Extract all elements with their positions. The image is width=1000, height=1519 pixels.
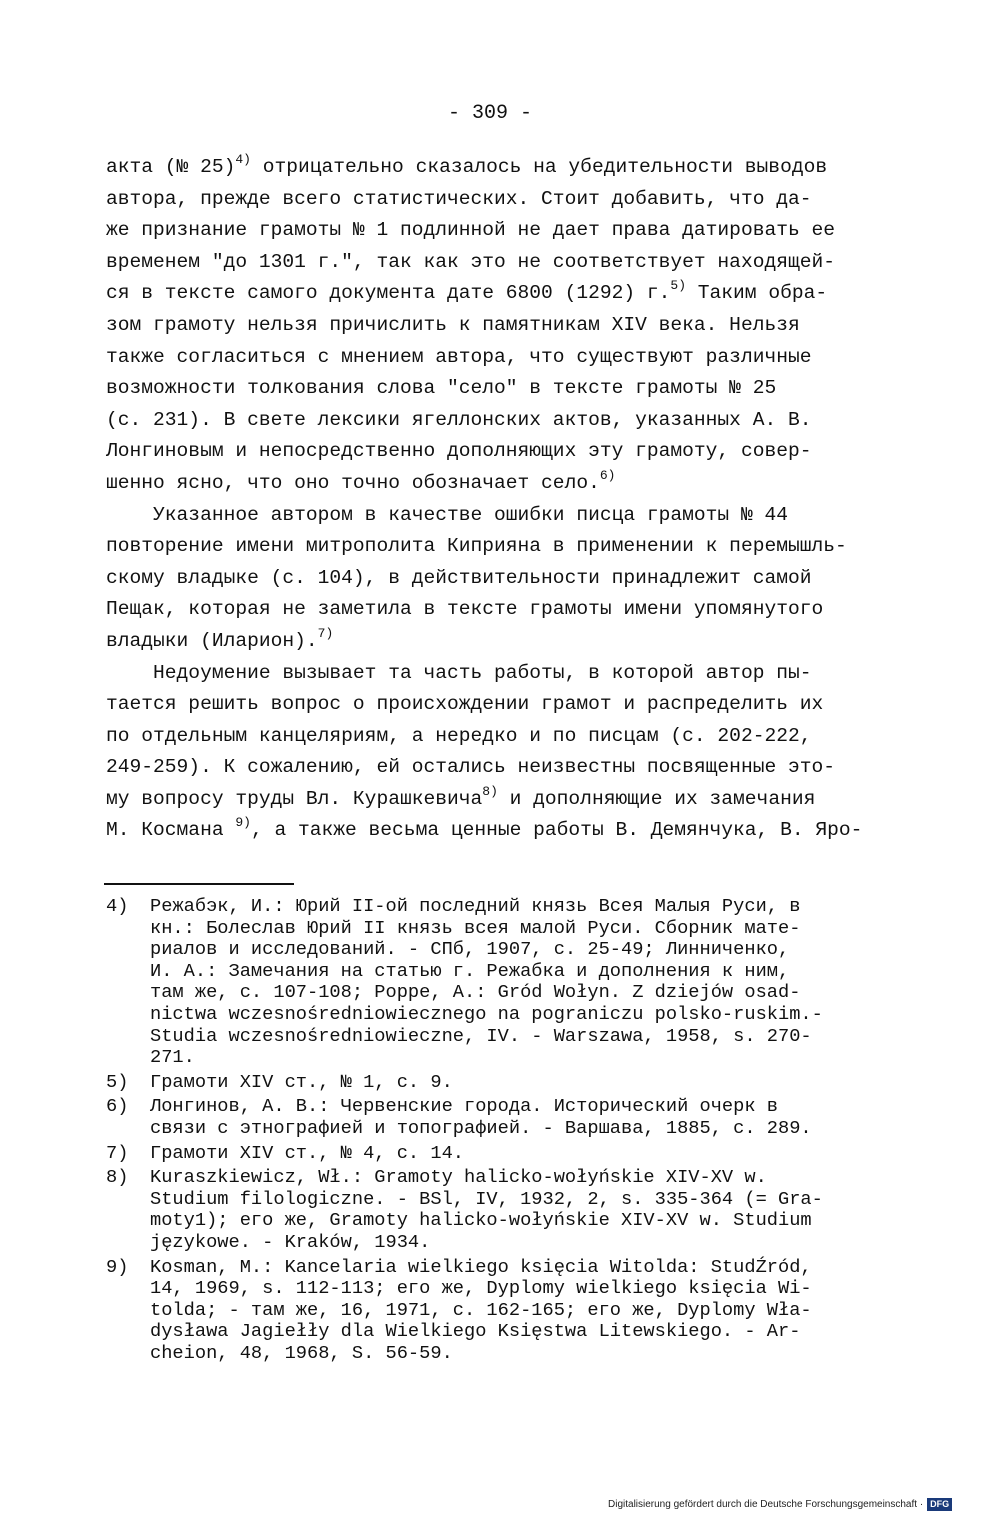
footnote-line: там же, с. 107-108; Poppe, A.: Gród Wołyn. Z dziejów osad-	[150, 981, 801, 1004]
footnote	[106, 1143, 936, 1165]
footnote-line: Грамоти XIV ст., № 1, с. 9.	[150, 1070, 453, 1093]
line-text: шенно ясно, что оно точно обозначает село.	[106, 471, 600, 494]
text-line	[106, 436, 946, 468]
footnote-number: 8)	[106, 1166, 129, 1189]
footnote-line: И. А.: Замечания на статью г. Режабка и дополнения к ним,	[150, 959, 790, 982]
footnote-divider	[104, 883, 294, 885]
text-line	[106, 594, 946, 626]
line-text: скому владыке (с. 104), в действительности принадлежит самой	[106, 566, 812, 589]
text-line	[106, 468, 946, 500]
footnote	[106, 896, 936, 1069]
line-text: также согласиться с мнением автора, что существуют различные	[106, 345, 812, 368]
footnote-line: риалов и исследований. - СПб, 1907, с. 25-49; Линниченко,	[150, 938, 790, 961]
footnote-line: 14, 1969, s. 112-113; его же, Dyplomy wielkiego księcia Wi-	[150, 1277, 812, 1300]
text-line	[106, 815, 946, 847]
line-text: Лонгиновым и непосредственно дополняющих эту грамоту, совер-	[106, 440, 812, 463]
line-text: Пещак, которая не заметила в тексте грамоты имени упомянутого	[106, 598, 824, 621]
text-line	[106, 310, 946, 342]
footnote-line: кн.: Болеслав Юрий II князь всея малой Руси. Сборник мате-	[150, 916, 801, 939]
footnote	[106, 1096, 936, 1139]
footnote-body	[150, 1096, 936, 1139]
line-text: Недоумение вызывает та часть работы, в которой автор пы-	[106, 661, 812, 684]
footnotes	[106, 896, 936, 1367]
text-line	[106, 342, 946, 374]
footnote-line: cheion, 48, 1968, S. 56-59.	[150, 1341, 453, 1364]
text-line	[106, 373, 946, 405]
line-text-rest: , а также весьма ценные работы В. Демянчука, В. Яро-	[250, 819, 863, 842]
line-text: по отдельным канцеляриям, а нередко и по писцам (с. 202-222,	[106, 724, 812, 747]
text-line	[106, 500, 946, 532]
footnote-line: связи с этнографией и топографией. - Варшава, 1885, с. 289.	[150, 1116, 812, 1139]
footnote-body	[150, 896, 936, 1069]
footnote-number: 6)	[106, 1095, 129, 1118]
footnote-line: Лонгинов, А. В.: Червенские города. Исторический очерк в	[150, 1095, 779, 1118]
line-text-rest: и дополняющие их замечания	[497, 787, 816, 810]
footnote-ref: 9)	[235, 815, 251, 831]
paragraph	[106, 658, 946, 848]
paragraph	[106, 152, 946, 500]
line-text: акта (№ 25)	[106, 156, 236, 178]
footnote-body	[150, 1072, 936, 1094]
footnote	[106, 1072, 936, 1094]
text-line	[106, 721, 946, 753]
footnote	[106, 1167, 936, 1253]
footnote-ref: 7)	[317, 625, 334, 641]
footnote-line: Грамоти XIV ст., № 4, с. 14.	[150, 1141, 465, 1164]
footnote-line: Studium filologiczne. - BSl, IV, 1932, 2, s. 335-364 (= Gra-	[150, 1187, 823, 1210]
line-text: автора, прежде всего статистических. Стоит добавить, что да-	[106, 187, 812, 210]
dfg-logo: DFG	[927, 1498, 952, 1511]
line-text: 249-259). К сожалению, ей остались неизвестны посвященные это-	[106, 756, 836, 779]
line-text: владыки (Иларион).	[106, 629, 318, 652]
line-text: тается решить вопрос о происхождении грамот и распределить их	[106, 693, 824, 716]
footnote-line: 271.	[150, 1046, 195, 1069]
footnote	[106, 1257, 936, 1365]
line-text: повторение имени митрополита Киприяна в применении к перемышль-	[106, 535, 847, 558]
footnote-number: 5)	[106, 1070, 129, 1093]
footnote-number: 4)	[106, 895, 129, 917]
paragraph	[106, 500, 946, 658]
footnote-line: Kuraszkiewicz, Wł.: Gramoty halicko-wołyńskie XIV-XV w.	[150, 1166, 767, 1189]
line-text: временем "до 1301 г.", так как это не соответствует находящей-	[106, 250, 836, 273]
digitization-credit	[608, 1498, 993, 1511]
footnote-ref: 6)	[599, 467, 616, 483]
footnote-line: Studia wczesnośredniowieczne, IV. - Warszawa, 1958, s. 270-	[150, 1024, 812, 1047]
text-line	[106, 215, 946, 247]
line-text: возможности толкования слова "село" в тексте грамоты № 25	[106, 377, 777, 400]
text-line	[106, 689, 946, 721]
footnote-ref: 8)	[482, 783, 498, 799]
text-line	[106, 405, 946, 437]
text-line	[106, 658, 946, 690]
page-number: - 309 -	[447, 102, 532, 125]
footnote-number: 7)	[106, 1141, 129, 1164]
line-text: (с. 231). В свете лексики ягеллонских актов, указанных А. В.	[106, 408, 812, 431]
main-text	[106, 152, 946, 847]
text-line	[106, 247, 946, 279]
line-text-rest: отрицательно сказалось на убедительности выводов	[250, 156, 828, 178]
footnote-number: 9)	[106, 1255, 129, 1278]
line-text: М. Космана	[106, 819, 236, 842]
text-line	[106, 531, 946, 563]
footnote-line: Режабэк, И.: Юрий II-ой последний князь Всея Малыя Руси, в	[150, 895, 801, 917]
footnote-line: dysława Jagiełły dla Wielkiego Księstwa Litewskiego. - Ar-	[150, 1320, 801, 1343]
footnote-body	[150, 1167, 936, 1253]
line-text: же признание грамоты № 1 подлинной не дает права датировать ее	[106, 219, 836, 242]
text-line	[106, 184, 946, 216]
footnote-line: moty1); его же, Gramoty halicko-wołyńskie XIV-XV w. Studium	[150, 1209, 812, 1232]
line-text: зом грамоту нельзя причислить к памятникам XIV века. Нельзя	[106, 313, 800, 336]
line-text: ся в тексте самого документа дате 6800 (1292) г.	[106, 282, 671, 305]
footnote-ref: 4)	[235, 152, 251, 167]
text-line	[106, 152, 946, 184]
footnote-line: Kosman, M.: Kancelaria wielkiego księcia Witolda: StudŹród,	[150, 1255, 812, 1278]
text-line	[106, 278, 946, 310]
line-text-rest: Таким обра-	[686, 282, 828, 305]
footnote-ref: 5)	[670, 278, 687, 294]
credit-text: Digitalisierung gefördert durch die Deutsche Forschungsgemeinschaft ·	[608, 1499, 924, 1510]
text-line	[106, 626, 946, 658]
line-text: Указанное автором в качестве ошибки писца грамоты № 44	[106, 503, 788, 526]
text-line	[106, 752, 946, 784]
footnote-body	[150, 1143, 936, 1165]
footnote-line: tolda; - там же, 16, 1971, с. 162-165; его же, Dyplomy Wła-	[150, 1298, 812, 1321]
footnote-body	[150, 1257, 936, 1365]
text-line	[106, 563, 946, 595]
footnote-line: językowe. - Kraków, 1934.	[150, 1230, 431, 1253]
text-line	[106, 784, 946, 816]
footnote-line: nictwa wczesnośredniowiecznego na pograniczu polsko-ruskim.-	[150, 1002, 823, 1025]
line-text: му вопросу труды Вл. Курашкевича	[106, 787, 483, 810]
